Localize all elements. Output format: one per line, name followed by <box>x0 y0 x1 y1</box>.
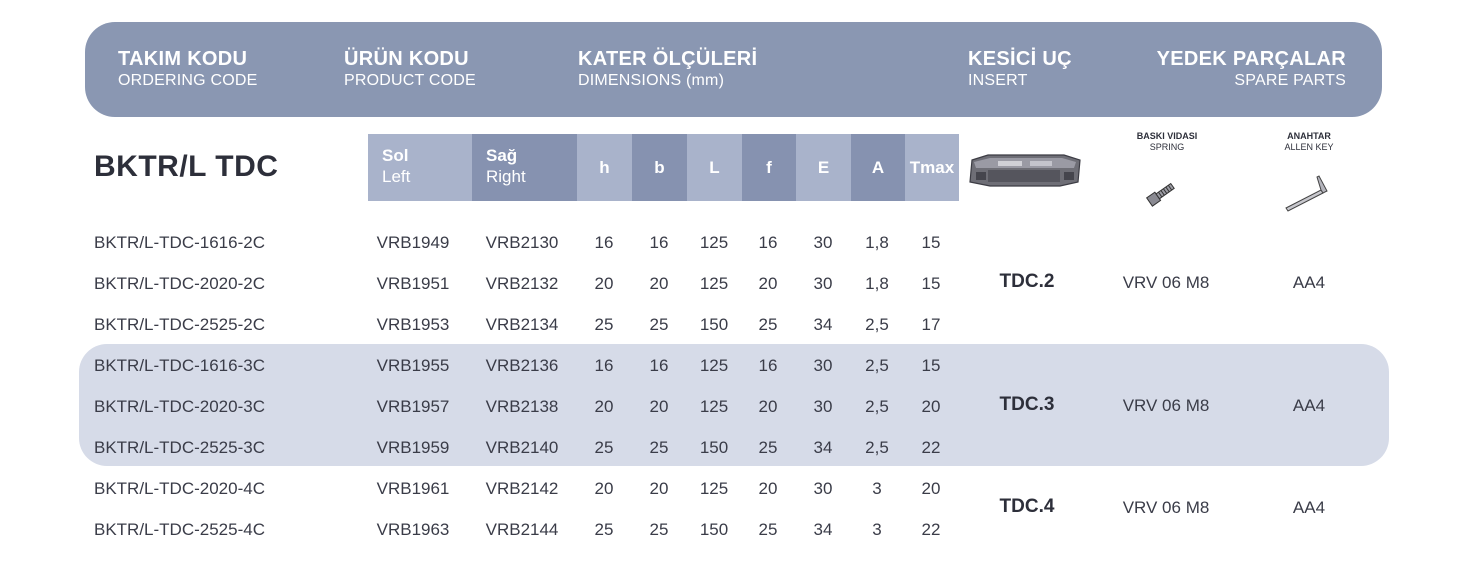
dim-L-cell: 125 <box>699 397 729 416</box>
key-label-title: ANAHTAR <box>1287 131 1331 141</box>
dim-E-cell: 30 <box>813 479 833 498</box>
key-label-subtitle: ALLEN KEY <box>1284 142 1334 152</box>
screw-label-title: BASKI VIDASI <box>1136 131 1198 141</box>
ordering-code-cell: BKTR/L-TDC-1616-2C <box>94 233 265 252</box>
col-header-f: f <box>742 134 796 201</box>
insert-code-group-2: TDC.3 <box>999 394 1055 415</box>
right-product-code-cell: VRB2144 <box>485 520 559 539</box>
dim-f-cell: 20 <box>758 479 778 498</box>
insert-code-group-1: TDC.2 <box>999 271 1055 292</box>
dim-A-cell: 3 <box>872 520 882 539</box>
screw-icon <box>1143 176 1179 212</box>
dim-b-cell: 25 <box>649 520 669 539</box>
insert-header <box>968 47 1072 91</box>
key-code-group-3: AA4 <box>1292 498 1326 517</box>
dim-b-cell: 20 <box>649 274 669 293</box>
dim-f-cell: 20 <box>758 397 778 416</box>
dim-L-cell: 125 <box>699 356 729 375</box>
insert-subtitle: INSERT <box>968 72 1028 89</box>
left-product-code-cell: VRB1963 <box>376 520 450 539</box>
dim-b-cell: 16 <box>649 233 669 252</box>
left-product-code-cell: VRB1951 <box>376 274 450 293</box>
dim-h-cell: 20 <box>594 397 614 416</box>
dim-A-cell: 2,5 <box>865 356 889 375</box>
right-product-code-cell: VRB2142 <box>485 479 559 498</box>
key-code-group-1: AA4 <box>1292 273 1326 292</box>
dim-tmax-cell: 15 <box>921 274 941 293</box>
ordering-code-cell: BKTR/L-TDC-2020-2C <box>94 274 265 293</box>
col-left-subtitle: Left <box>382 167 411 186</box>
dim-h-cell: 25 <box>594 520 614 539</box>
dim-E-cell: 30 <box>813 274 833 293</box>
ordering-code-title: TAKIM KODU <box>118 48 248 70</box>
right-product-code-cell: VRB2130 <box>485 233 559 252</box>
ordering-code-cell: BKTR/L-TDC-2525-2C <box>94 315 265 334</box>
dim-f-cell: 25 <box>758 520 778 539</box>
dim-f-cell: 16 <box>758 356 778 375</box>
dim-tmax-cell: 17 <box>921 315 941 334</box>
dimensions-subtitle: DIMENSIONS (mm) <box>578 72 725 89</box>
table-header-bar <box>85 22 1382 117</box>
col-left-title: Sol <box>382 146 409 165</box>
dim-A-cell: 3 <box>872 479 882 498</box>
dim-h-cell: 25 <box>594 315 614 334</box>
left-product-code-cell: VRB1957 <box>376 397 450 416</box>
key-label <box>1269 131 1349 153</box>
dim-b-cell: 20 <box>649 479 669 498</box>
ordering-code-cell: BKTR/L-TDC-2020-3C <box>94 397 265 416</box>
dimensions-header <box>578 47 757 91</box>
right-product-code-cell: VRB2140 <box>485 438 559 457</box>
col-header-A: A <box>851 134 905 201</box>
dim-L-cell: 125 <box>699 479 729 498</box>
dim-b-cell: 25 <box>649 438 669 457</box>
dim-E-cell: 30 <box>813 233 833 252</box>
dim-E-cell: 34 <box>813 315 833 334</box>
screw-label-subtitle: SPRING <box>1149 142 1185 152</box>
dim-E-cell: 34 <box>813 520 833 539</box>
right-product-code-cell: VRB2134 <box>485 315 559 334</box>
dim-A-cell: 1,8 <box>865 233 889 252</box>
col-header-E: E <box>796 134 851 201</box>
dim-A-cell: 2,5 <box>865 438 889 457</box>
dim-L-cell: 150 <box>699 315 729 334</box>
ordering-code-cell: BKTR/L-TDC-2525-4C <box>94 520 265 539</box>
dim-b-cell: 20 <box>649 397 669 416</box>
col-header-right <box>472 134 577 201</box>
allen-key-icon <box>1283 173 1333 215</box>
dim-L-cell: 150 <box>699 520 729 539</box>
dim-h-cell: 16 <box>594 233 614 252</box>
col-right-subtitle: Right <box>486 167 526 186</box>
left-product-code-cell: VRB1953 <box>376 315 450 334</box>
spare-parts-subtitle: SPARE PARTS <box>1234 72 1346 89</box>
insert-title: KESİCİ UÇ <box>968 48 1072 70</box>
dim-L-cell: 125 <box>699 233 729 252</box>
right-product-code-cell: VRB2136 <box>485 356 559 375</box>
screw-label <box>1127 131 1207 153</box>
col-header-h: h <box>577 134 632 201</box>
spare-parts-header <box>1157 47 1346 91</box>
screw-code-group-3: VRV 06 M8 <box>1122 498 1210 517</box>
dim-tmax-cell: 22 <box>921 520 941 539</box>
product-code-subtitle: PRODUCT CODE <box>344 72 476 89</box>
dim-A-cell: 2,5 <box>865 315 889 334</box>
dim-h-cell: 25 <box>594 438 614 457</box>
dim-tmax-cell: 20 <box>921 479 941 498</box>
left-product-code-cell: VRB1955 <box>376 356 450 375</box>
col-header-L: L <box>687 134 742 201</box>
left-product-code-cell: VRB1959 <box>376 438 450 457</box>
ordering-code-cell: BKTR/L-TDC-2525-3C <box>94 438 265 457</box>
dim-h-cell: 16 <box>594 356 614 375</box>
dim-tmax-cell: 15 <box>921 356 941 375</box>
dim-tmax-cell: 22 <box>921 438 941 457</box>
left-product-code-cell: VRB1949 <box>376 233 450 252</box>
dim-tmax-cell: 20 <box>921 397 941 416</box>
dim-L-cell: 150 <box>699 438 729 457</box>
ordering-code-header <box>118 47 258 91</box>
ordering-code-cell: BKTR/L-TDC-1616-3C <box>94 356 265 375</box>
spare-parts-title: YEDEK PARÇALAR <box>1156 48 1346 70</box>
col-header-left <box>368 134 472 201</box>
dim-h-cell: 20 <box>594 274 614 293</box>
right-product-code-cell: VRB2138 <box>485 397 559 416</box>
screw-code-group-2: VRV 06 M8 <box>1122 396 1210 415</box>
dim-tmax-cell: 15 <box>921 233 941 252</box>
dim-f-cell: 16 <box>758 233 778 252</box>
dim-L-cell: 125 <box>699 274 729 293</box>
left-product-code-cell: VRB1961 <box>376 479 450 498</box>
dim-h-cell: 20 <box>594 479 614 498</box>
dim-E-cell: 30 <box>813 356 833 375</box>
dim-b-cell: 16 <box>649 356 669 375</box>
product-title: BKTR/L TDC <box>94 150 279 183</box>
right-product-code-cell: VRB2132 <box>485 274 559 293</box>
dim-E-cell: 34 <box>813 438 833 457</box>
key-code-group-2: AA4 <box>1292 396 1326 415</box>
dimensions-title: KATER ÖLÇÜLERİ <box>578 48 758 70</box>
product-code-header <box>344 47 476 91</box>
insert-code-group-3: TDC.4 <box>999 496 1055 517</box>
dim-A-cell: 2,5 <box>865 397 889 416</box>
col-header-b: b <box>632 134 687 201</box>
col-header-tmax: Tmax <box>905 134 959 201</box>
dim-f-cell: 25 <box>758 315 778 334</box>
dim-A-cell: 1,8 <box>865 274 889 293</box>
insert-image <box>968 152 1082 188</box>
col-right-title: Sağ <box>486 146 518 165</box>
product-code-title: ÜRÜN KODU <box>344 48 469 70</box>
ordering-code-cell: BKTR/L-TDC-2020-4C <box>94 479 265 498</box>
screw-code-group-1: VRV 06 M8 <box>1122 273 1210 292</box>
ordering-code-subtitle: ORDERING CODE <box>118 72 258 89</box>
dim-E-cell: 30 <box>813 397 833 416</box>
dim-f-cell: 20 <box>758 274 778 293</box>
dim-f-cell: 25 <box>758 438 778 457</box>
dim-b-cell: 25 <box>649 315 669 334</box>
